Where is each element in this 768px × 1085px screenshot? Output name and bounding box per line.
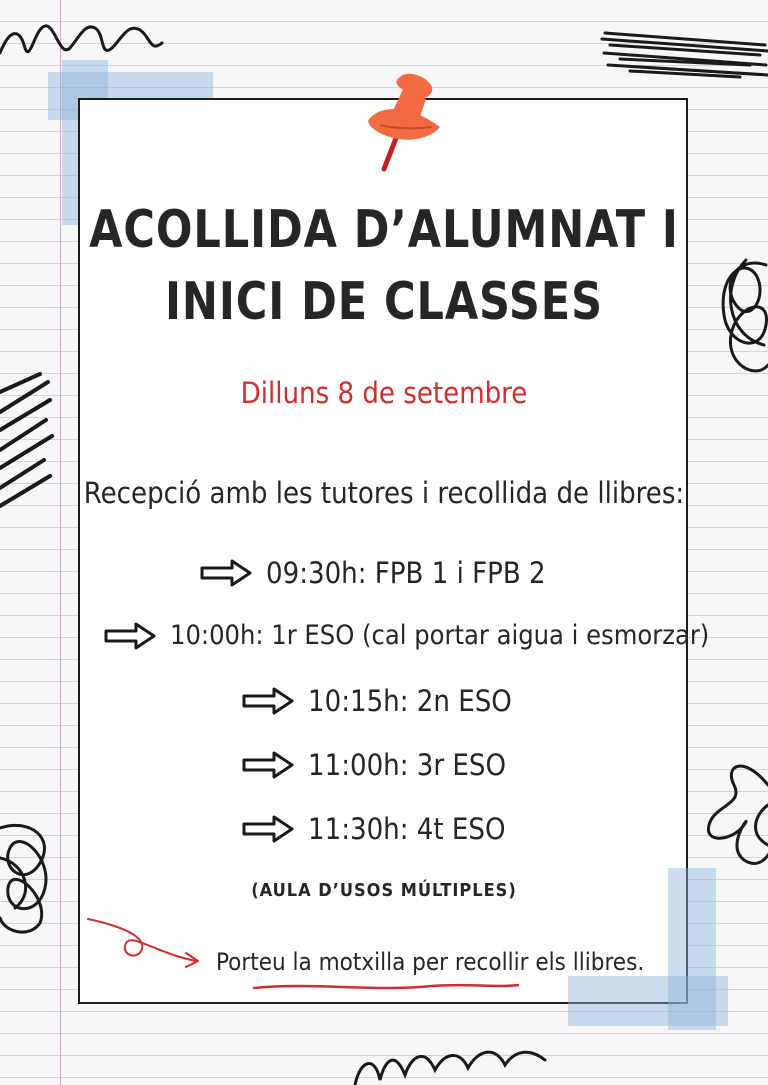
event-date: Dilluns 8 de setembre bbox=[240, 376, 528, 410]
scribble-bottom-center bbox=[350, 1040, 550, 1085]
schedule-item-text: 11:30h: 4t ESO bbox=[308, 812, 506, 846]
right-arrow-icon bbox=[242, 750, 294, 780]
schedule-item bbox=[104, 620, 709, 651]
intro-text: Recepció amb les tutores i recollida de llibres: bbox=[83, 476, 685, 510]
curly-arrow-icon bbox=[86, 915, 206, 975]
schedule-item bbox=[242, 748, 506, 782]
reminder-note: Porteu la motxilla per recollir els llibres. bbox=[216, 948, 645, 976]
schedule-item-text: 10:00h: 1r ESO (cal portar aigua i esmorzar) bbox=[170, 620, 710, 651]
notebook-margin-line bbox=[60, 0, 61, 1085]
room-label: (AULA D’USOS MÚLTIPLES) bbox=[251, 880, 517, 901]
note-underline bbox=[252, 978, 522, 994]
schedule-item-text: 09:30h: FPB 1 i FPB 2 bbox=[266, 556, 546, 590]
poster-title-line1: ACOLLIDA D’ALUMNAT I bbox=[89, 200, 679, 260]
scribble-top-right bbox=[600, 25, 768, 85]
schedule-item bbox=[200, 556, 546, 590]
schedule-item bbox=[242, 812, 505, 846]
schedule-item bbox=[242, 684, 512, 718]
schedule-item-text: 11:00h: 3r ESO bbox=[308, 748, 506, 782]
right-arrow-icon bbox=[200, 558, 252, 588]
schedule-item-text: 10:15h: 2n ESO bbox=[308, 684, 512, 718]
scribble-right-lower bbox=[704, 745, 768, 875]
right-arrow-icon bbox=[104, 621, 156, 651]
pushpin-icon bbox=[360, 65, 450, 175]
right-arrow-icon bbox=[242, 814, 294, 844]
scribble-left-lower bbox=[0, 818, 56, 938]
tape-bottom-right-horizontal bbox=[568, 976, 728, 1026]
right-arrow-icon bbox=[242, 686, 294, 716]
poster-title-line2: INICI DE CLASSES bbox=[164, 272, 603, 332]
